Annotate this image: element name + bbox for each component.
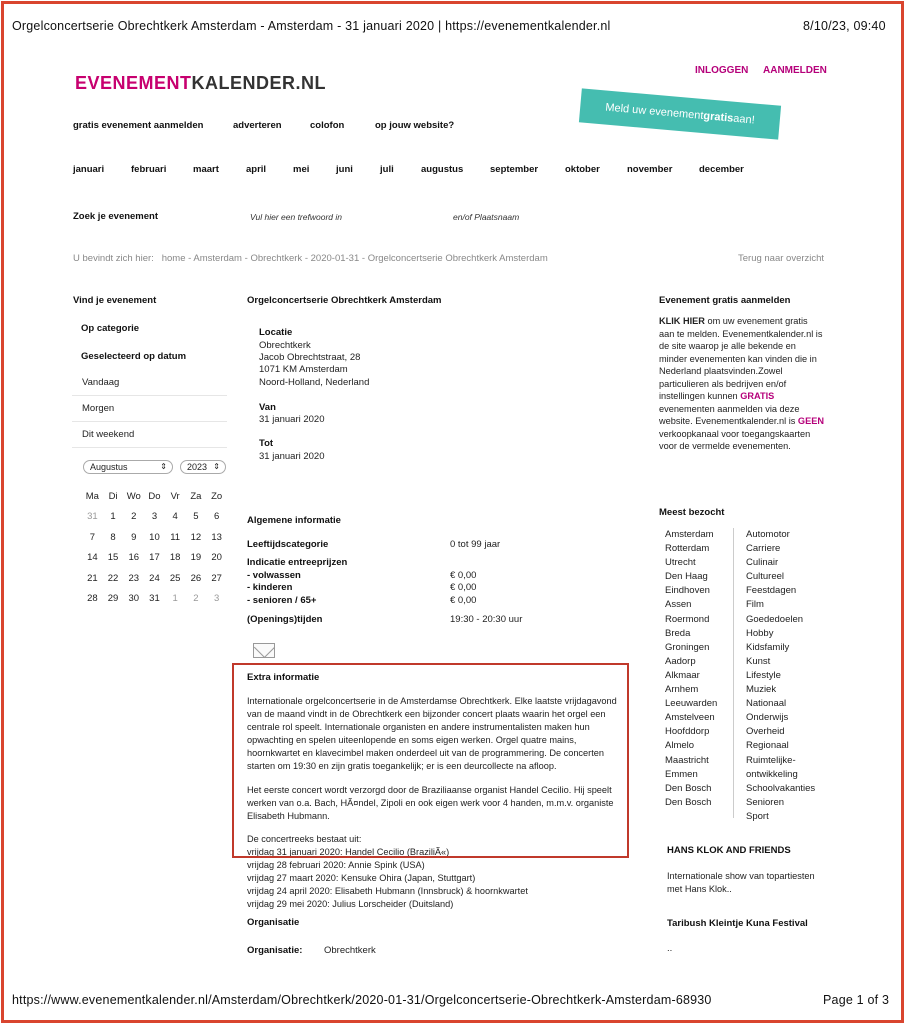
calendar-day[interactable]: 17 — [149, 552, 160, 564]
weekday-label: Do — [148, 490, 161, 502]
email-icon[interactable] — [253, 643, 275, 658]
category-link[interactable]: Nationaal — [746, 698, 787, 710]
hours-value: 19:30 - 20:30 uur — [450, 614, 523, 625]
category-link[interactable]: Regionaal — [746, 740, 789, 752]
category-link[interactable]: Kidsfamily — [746, 641, 790, 653]
calendar-day[interactable]: 4 — [172, 511, 178, 523]
calendar-day[interactable]: 13 — [211, 531, 222, 543]
print-footer-url: https://www.evenementkalender.nl/Amsterdam/Obrechtkerk/2020-01-31/Orgelconcertserie-Obrechtkerk-Amsterdam-68930 — [12, 993, 712, 1007]
taribush-title[interactable]: Taribush Kleintje Kuna Festival — [667, 918, 808, 929]
city-link[interactable]: Almelo — [665, 740, 695, 752]
calendar-day[interactable]: 14 — [87, 552, 98, 564]
month-link[interactable]: februari — [131, 164, 167, 175]
age-label: Leeftijdscategorie — [247, 539, 329, 550]
calendar-day[interactable]: 5 — [193, 511, 199, 523]
weekday-label: Zo — [211, 490, 223, 502]
city-link[interactable]: Assen — [665, 599, 692, 611]
concert-series-item: vrijdag 31 januari 2020: Handel Cecilio (BraziliÃ«) — [247, 847, 450, 857]
year-select[interactable] — [180, 460, 226, 474]
general-info-title: Algemene informatie — [247, 515, 341, 526]
month-link[interactable]: september — [490, 164, 539, 175]
column-divider — [733, 528, 734, 818]
free-submit-text-1: om uw evenement gratis aan te melden. Evenementkalender.nl is de site waarop je alle bekende en minder evenementen kan vinden die in Nederland plaatsvinden.Zowel particulieren als bedrijven en/of instellingen kunnen — [659, 316, 823, 401]
extra-info-paragraph-1: Internationale orgelconcertserie in de Amsterdamse Obrechtkerk. Elke laatste vrijdagavond van de maand vindt in de Obrechtkerk een bijzonder concert plaats waarin het orgel een centrale rol speelt. Internationale organisten en andere instrumentalisten maken hun opwachting en spelen uiteenlopende en soms eigen werken. Orgel quatre mains, hoornkwartet en klavecimbel maken onderdeel uit van de programmering. De concerten starten om 19:30 en zijn gratis toegankelijk; er is een deurcollecte na afloop. — [247, 696, 617, 771]
price-value: € 0,00 — [450, 582, 477, 593]
breadcrumb-item[interactable]: home — [161, 253, 186, 264]
category-link[interactable]: Ruimtelijke- — [746, 754, 796, 766]
gratis-highlight: GRATIS — [740, 391, 775, 401]
nav-item-free-submit[interactable]: gratis evenement aanmelden — [73, 120, 204, 131]
month-link[interactable]: december — [699, 164, 744, 175]
calendar-day[interactable]: 25 — [169, 572, 181, 584]
breadcrumb-prefix: U bevindt zich hier: — [73, 253, 154, 264]
free-submit-text-2: evenementen aanmelden via deze website. Evenementkalender.nl is — [659, 403, 800, 426]
calendar-day[interactable]: 2 — [193, 593, 199, 605]
category-link[interactable]: Muziek — [746, 684, 777, 696]
calendar-day[interactable]: 1 — [172, 593, 178, 605]
from-value: 31 januari 2020 — [259, 414, 325, 425]
calendar-day[interactable]: 15 — [107, 552, 119, 564]
concert-series-item: vrijdag 24 april 2020: Elisabeth Hubmann (Innsbruck) & hoornkwartet — [247, 886, 528, 896]
category-link[interactable]: Sport — [746, 810, 769, 822]
calendar-day[interactable]: 26 — [190, 572, 202, 584]
category-link[interactable]: Cultureel — [746, 571, 785, 583]
weekday-label: Wo — [126, 490, 141, 502]
hans-klok-title[interactable]: HANS KLOK AND FRIENDS — [667, 845, 791, 856]
popular-categories — [746, 528, 815, 824]
location-line: Obrechtkerk — [259, 340, 311, 351]
calendar-day[interactable]: 7 — [89, 531, 95, 543]
breadcrumb-item[interactable]: 2020-01-31 — [310, 253, 360, 264]
location-line: 1071 KM Amsterdam — [259, 364, 348, 376]
weekday-label: Vr — [170, 490, 180, 502]
city-link[interactable]: Rotterdam — [665, 543, 710, 555]
extra-info-title: Extra informatie — [247, 672, 320, 683]
calendar-day[interactable]: 23 — [128, 572, 140, 584]
hours-label: (Openings)tijden — [247, 614, 323, 625]
location-block — [259, 340, 369, 389]
city-link[interactable]: Arnhem — [665, 684, 699, 696]
price-label: - kinderen — [247, 582, 293, 593]
calendar-day[interactable]: 3 — [213, 593, 220, 605]
concert-series-intro: De concertreeks bestaat uit: — [247, 834, 362, 844]
city-link[interactable]: Groningen — [665, 641, 710, 653]
calendar-day[interactable]: 12 — [190, 531, 202, 543]
city-link[interactable]: Emmen — [665, 768, 698, 780]
nav-item-website[interactable]: op jouw website? — [375, 120, 455, 131]
popular-title: Meest bezocht — [659, 507, 725, 518]
popular-cities — [665, 528, 717, 810]
from-label: Van — [259, 402, 276, 413]
print-footer-page: Page 1 of 3 — [823, 993, 890, 1007]
sidebar-by-date-title: Geselecteerd op datum — [81, 351, 187, 362]
prices-label: Indicatie entreeprijzen — [247, 557, 348, 568]
search-label: Zoek je evenement — [73, 211, 159, 222]
hans-klok-text: Internationale show van topartiesten met Hans Klok.. — [667, 871, 815, 894]
calendar-day[interactable]: 27 — [211, 572, 222, 584]
logo-part-1: EVENEMENT — [75, 73, 192, 93]
category-link[interactable]: Onderwijs — [746, 712, 789, 724]
calendar-day[interactable]: 24 — [149, 572, 160, 584]
month-link[interactable]: januari — [73, 164, 105, 175]
weekday-label: Za — [190, 490, 202, 502]
month-link[interactable]: oktober — [565, 164, 600, 175]
search-place-input[interactable]: en/of Plaatsnaam — [453, 212, 520, 222]
taribush-text: .. — [667, 943, 673, 954]
month-link[interactable]: november — [627, 164, 673, 175]
city-link[interactable]: Alkmaar — [665, 669, 700, 681]
organisation-title: Organisatie — [247, 917, 300, 928]
back-to-overview-link[interactable]: Terug naar overzicht — [738, 253, 825, 264]
calendar-day[interactable]: 31 — [149, 593, 160, 605]
calendar-day[interactable]: 9 — [131, 531, 137, 543]
age-value: 0 tot 99 jaar — [450, 539, 501, 550]
month-select[interactable] — [83, 460, 173, 474]
calendar-day[interactable]: 18 — [169, 552, 181, 564]
search-keyword-input[interactable]: Vul hier een trefwoord in — [250, 212, 342, 222]
price-value: € 0,00 — [450, 570, 477, 581]
breadcrumb: U bevindt zich hier: home - Amsterdam - Obrechtkerk - 2020-01-31 - Orgelconcertserie Obrechtkerk Amsterdam — [73, 253, 548, 264]
banner-text-pre: Meld uw evenement — [604, 101, 704, 123]
to-value: 31 januari 2020 — [259, 451, 325, 462]
month-link[interactable]: juli — [380, 164, 394, 175]
banner-text-post: aan! — [732, 112, 756, 127]
chevron-updown-icon: ⇕ — [213, 462, 220, 471]
city-link[interactable]: Den Haag — [665, 571, 708, 583]
category-link[interactable]: Goededoelen — [746, 613, 804, 625]
chevron-updown-icon: ⇕ — [160, 462, 167, 471]
calendar-day[interactable]: 28 — [87, 593, 98, 605]
free-submit-text-3: verkoopkanaal voor toegangskaarten voor de vermelde evenementen. — [659, 428, 811, 451]
event-title: Orgelconcertserie Obrechtkerk Amsterdam — [247, 295, 442, 306]
price-label: - volwassen — [247, 570, 301, 581]
location-line: Jacob Obrechtstraat, 28 — [259, 352, 361, 364]
month-link[interactable]: april — [246, 164, 267, 175]
category-link[interactable]: Senioren — [746, 796, 785, 808]
city-link[interactable]: Amsterdam — [665, 529, 714, 540]
free-submit-title: Evenement gratis aanmelden — [659, 295, 791, 306]
calendar-day[interactable]: 22 — [107, 572, 119, 584]
category-link[interactable]: Film — [746, 599, 764, 611]
calendar-day[interactable]: 1 — [110, 511, 116, 523]
category-link[interactable]: Lifestyle — [746, 669, 781, 681]
breadcrumb-item[interactable]: Obrechtkerk — [250, 253, 303, 264]
quick-date-tomorrow[interactable]: Morgen — [72, 396, 227, 422]
calendar-day[interactable]: 2 — [131, 511, 137, 523]
quick-date-list — [72, 370, 227, 448]
price-label: - senioren / 65+ — [247, 595, 317, 606]
breadcrumb-item[interactable]: Amsterdam — [193, 253, 242, 264]
city-link[interactable]: Den Bosch — [665, 796, 712, 808]
breadcrumb-item[interactable]: Orgelconcertserie Obrechtkerk Amsterdam — [367, 253, 548, 264]
calendar — [82, 486, 227, 609]
calendar-day[interactable]: 21 — [87, 572, 98, 584]
city-link[interactable]: Utrecht — [665, 557, 696, 569]
category-link[interactable]: Feestdagen — [746, 585, 797, 597]
weekday-label: Ma — [85, 490, 99, 502]
calendar-day[interactable]: 19 — [190, 552, 202, 564]
city-link[interactable]: Hoofddorp — [665, 726, 710, 738]
organisation-value[interactable]: Obrechtkerk — [324, 945, 376, 956]
nav-item-colofon[interactable]: colofon — [310, 120, 345, 131]
calendar-day[interactable]: 16 — [128, 552, 140, 564]
location-line: Noord-Holland, Nederland — [259, 376, 370, 388]
month-select-value: Augustus — [90, 462, 128, 472]
location-label: Locatie — [259, 327, 293, 338]
calendar-day[interactable]: 29 — [107, 593, 119, 605]
calendar-day[interactable]: 20 — [211, 552, 222, 564]
category-link[interactable]: Schoolvakanties — [746, 782, 816, 794]
calendar-day[interactable]: 31 — [87, 511, 98, 523]
highlight-box — [232, 663, 629, 858]
print-header-datetime: 8/10/23, 09:40 — [803, 19, 886, 33]
geen-highlight: GEEN — [797, 416, 824, 426]
calendar-day[interactable]: 3 — [151, 511, 158, 523]
month-link[interactable]: maart — [193, 164, 219, 175]
category-link[interactable]: Kunst — [746, 655, 771, 667]
category-link[interactable]: Culinair — [746, 557, 779, 569]
city-link[interactable]: Amstelveen — [665, 712, 715, 724]
weekday-label: Di — [108, 490, 118, 502]
month-link[interactable]: juni — [336, 164, 353, 175]
site-logo[interactable] — [75, 73, 326, 94]
calendar-weekday-row — [82, 486, 227, 507]
month-link[interactable]: mei — [293, 164, 310, 175]
price-value: € 0,00 — [450, 595, 477, 606]
category-link[interactable]: Hobby — [746, 627, 774, 639]
month-link[interactable]: augustus — [421, 164, 464, 175]
calendar-day[interactable]: 6 — [213, 511, 220, 523]
city-link[interactable]: Den Bosch — [665, 782, 712, 794]
quick-date-today[interactable]: Vandaag — [72, 370, 227, 396]
calendar-day[interactable]: 30 — [128, 593, 140, 605]
sidebar-title: Vind je evenement — [73, 295, 157, 306]
city-link[interactable]: Breda — [665, 627, 691, 639]
banner-text-bold: gratis — [702, 110, 734, 125]
login-link[interactable]: INLOGGEN — [695, 65, 749, 76]
logo-part-2: KALENDER.NL — [191, 73, 327, 93]
calendar-day[interactable]: 11 — [170, 531, 181, 543]
calendar-day[interactable]: 10 — [149, 531, 160, 543]
city-link[interactable]: Eindhoven — [665, 585, 710, 597]
sidebar-category-link[interactable]: Op categorie — [81, 323, 140, 334]
city-link[interactable]: Aadorp — [665, 655, 696, 667]
click-here-link[interactable]: KLIK HIER — [659, 316, 705, 326]
extra-info-paragraph-2: Het eerste concert wordt verzorgd door de Braziliaanse organist Handel Cecilio. Hij speelt werken van o.a. Bach, HÃ¤ndel, Zipoli en ook eigen werk voor 4 handen, m.m.v. organiste Elisabeth Hubmann. — [247, 785, 614, 821]
free-submit-text — [659, 315, 824, 453]
city-link[interactable]: Roermond — [665, 613, 710, 625]
category-link[interactable]: Automotor — [746, 529, 790, 540]
city-link[interactable]: Leeuwarden — [665, 698, 718, 710]
concert-series-item: vrijdag 29 mei 2020: Julius Lorscheider (Duitsland) — [247, 899, 454, 909]
quick-date-weekend[interactable]: Dit weekend — [72, 422, 227, 448]
calendar-day[interactable]: 8 — [110, 531, 116, 543]
city-link[interactable]: Maastricht — [665, 754, 709, 766]
concert-series-item: vrijdag 28 februari 2020: Annie Spink (USA) — [247, 860, 425, 870]
to-label: Tot — [259, 438, 274, 449]
print-header-title: Orgelconcertserie Obrechtkerk Amsterdam - Amsterdam - 31 januari 2020 | https://evenementkalender.nl — [12, 19, 611, 33]
nav-item-advertise[interactable]: adverteren — [233, 120, 282, 131]
register-link[interactable]: AANMELDEN — [763, 65, 827, 76]
year-select-value: 2023 — [187, 462, 208, 472]
organisation-label: Organisatie: — [247, 945, 303, 956]
concert-series-item: vrijdag 27 maart 2020: Kensuke Ohira (Japan, Stuttgart) — [247, 873, 476, 883]
category-link[interactable]: Carriere — [746, 543, 781, 555]
category-link[interactable]: ontwikkeling — [746, 768, 798, 780]
category-link[interactable]: Overheid — [746, 726, 785, 738]
